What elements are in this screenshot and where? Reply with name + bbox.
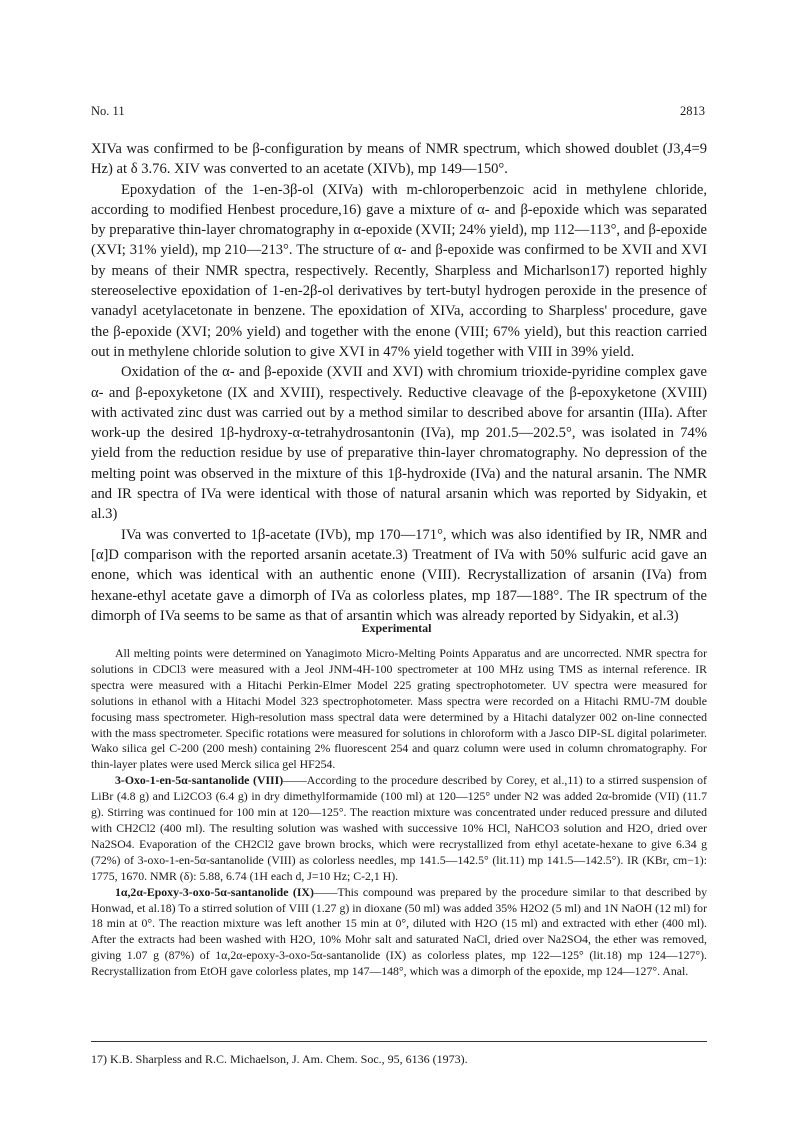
procedure-text: ——This compound was prepared by the procedure similar to that described by Honwad, et al.18) To a stirred solution of VIII (1.27 g) in dioxane (50 ml) was added 35% H2O2 (5 ml) and 1N NaOH (12 ml) for 18 min at 0°. The reaction mixture was left another 15 min at 0°, diluted with H2O (15 ml) and extracted with ether (400 ml). After the extracts had been washed with H2O, 10% Mohr salt and saturated NaCl, dried over Na2SO4, the ether was removed, giving 1.07 g (87%) of 1α,2α-epoxy-3-oxo-5α-santanolide (IX) as colorless plates, mp 122—125° (lit.18) mp 124—127°). Recrystallization from EtOH gave colorless plates, mp 147—148°, which was a dimorph of the epoxide, mp 124—127°. Anal. bbox=[91, 884, 707, 979]
section-title: Experimental bbox=[361, 621, 432, 635]
compound-title: 3-Oxo-1-en-5α-santanolide (VIII) bbox=[115, 773, 284, 788]
body-paragraph: Oxidation of the α- and β-epoxide (XVII and XVI) with chromium trioxide-pyridine complex gave α- and β-epoxyketone (IX and XVIII), respectively. Reductive cleavage of the β-epoxyketone (XVIII) with activated zinc dust was carried out by a method similar to described above for arsantin (IIIa). After work-up the desired 1β-hydroxy-α-tetrahydrosantonin (IVa), mp 201.5—202.5°, was isolated in 74% yield from the reduction residue by use of preparative thin-layer chromatography. No depression of the melting point was observed in the mixture of this 1β-hydroxide (IVa) and the natural arsanin. The NMR and IR spectra of IVa were identical with those of natural arsanin which was reported by Sidyakin, et al.3) bbox=[91, 364, 707, 523]
procedure-text: ——According to the procedure described by Corey, et al.,11) to a stirred suspension of LiBr (4.8 g) and Li2CO3 (6.4 g) in dry dimethylformamide (100 ml) at 120—125° under N2 was added 2α-bromide (VII) (11.7 g). Stirring was continued for 100 min at 120—125°. The reaction mixture was concentrated under reduced pressure and diluted with CH2Cl2 (400 ml). The resulting solution was washed with successive 10% HCl, NaHCO3 solution and H2O, dried over Na2SO4. Evaporation of the CH2Cl2 gave brown brocks, which were recrystallized from ethyl acetate-hexane to give 6.34 g (72%) of 3-oxo-1-en-5α-santanolide (VIII) as colorless needles, mp 141.5—142.5° (lit.11) mp 141.5—142.5°). IR (KBr, cm−1): 1775, 1670. NMR (δ): 5.88, 6.74 (1H each d, J=10 Hz; C-2,1 H). bbox=[91, 773, 707, 883]
body-paragraph: IVa was converted to 1β-acetate (IVb), mp 170—171°, which was also identified by IR, NMR and [α]D comparison with the reported arsanin acetate.3) Treatment of IVa with 50% sulfuric acid gave an enone, which was identical with an authentic enone (VIII). Recrystallization of arsanin (IVa) from hexane-ethyl acetate gave a dimorph of IVa as colorless plates, mp 187—188°. The IR spectrum of the dimorph of IVa seems to be same as that of arsantin which was already reported by Sidyakin, et al.3) bbox=[91, 526, 707, 624]
page-number: 2813 bbox=[680, 104, 705, 118]
experimental-paragraph: All melting points were determined on Yanagimoto Micro-Melting Points Apparatus and are uncorrected. NMR spectra for solutions in CDCl3 were measured with a Jeol JNM-4H-100 spectrometer at 100 MHz using TMS as internal reference. IR spectra were measured with a Hitachi Perkin-Elmer Model 225 grating spectrophotometer. UV spectra were measured for solutions in ethanol with a Hitachi Model 323 spectrophotometer. Mass spectra were recorded on a Hitachi RMU-7M double focusing mass spectrometer. High-resolution mass spectral data were determined by a Hitachi datalyzer 002 on-line connected with the mass spectrometer. Specific rotations were measured for solutions in chloroform with a Jasco DIP-SL digital polarimeter. Wako silica gel C-200 (200 mesh) containing 2% fluorescent 254 and quarz column were used in column chromatography. For thin-layer plates were used Merck silica gel HF254. bbox=[91, 646, 707, 772]
body-paragraph: XIVa was confirmed to be β-configuration by means of NMR spectrum, which showed doublet (J3,4=9 Hz) at δ 3.76. XIV was converted to an acetate (XIVb), mp 149—150°. bbox=[91, 141, 707, 178]
body-paragraph: Epoxydation of the 1-en-3β-ol (XIVa) with m-chloroperbenzoic acid in methylene chloride, according to modified Henbest procedure,16) gave a mixture of α- and β-epoxide which was separated by preparative thin-layer chromatography in α-epoxide (XVII; 24% yield), mp 112—113°, and β-epoxide (XVI; 31% yield), mp 210—213°. The structure of α- and β-epoxide was confirmed to be XVII and XVI by means of their NMR spectra, respectively. Recently, Sharpless and Micharlson17) reported highly stereoselective epoxidation of 1-en-2β-ol derivatives by tert-butyl hydrogen peroxide in the presence of vanadyl acetylacetonate in benzene. The epoxidation of XIVa, according to Sharpless' procedure, gave the β-epoxide (XVI; 20% yield) and together with the enone (VIII; 67% yield), but this reaction carried out in methylene chloride solution to give XVI in 47% yield together with VIII in 39% yield. bbox=[91, 181, 708, 360]
main-body bbox=[91, 139, 707, 626]
experimental-paragraph bbox=[91, 885, 707, 980]
experimental-paragraph bbox=[91, 773, 707, 884]
compound-title: 1α,2α-Epoxy-3-oxo-5α-santanolide (IX) bbox=[115, 884, 314, 899]
footnote-divider bbox=[91, 1041, 707, 1042]
footnote: 17) K.B. Sharpless and R.C. Michaelson, J. Am. Chem. Soc., 95, 6136 (1973). bbox=[91, 1052, 468, 1066]
issue-number: No. 11 bbox=[91, 104, 125, 118]
experimental-section bbox=[91, 646, 707, 980]
